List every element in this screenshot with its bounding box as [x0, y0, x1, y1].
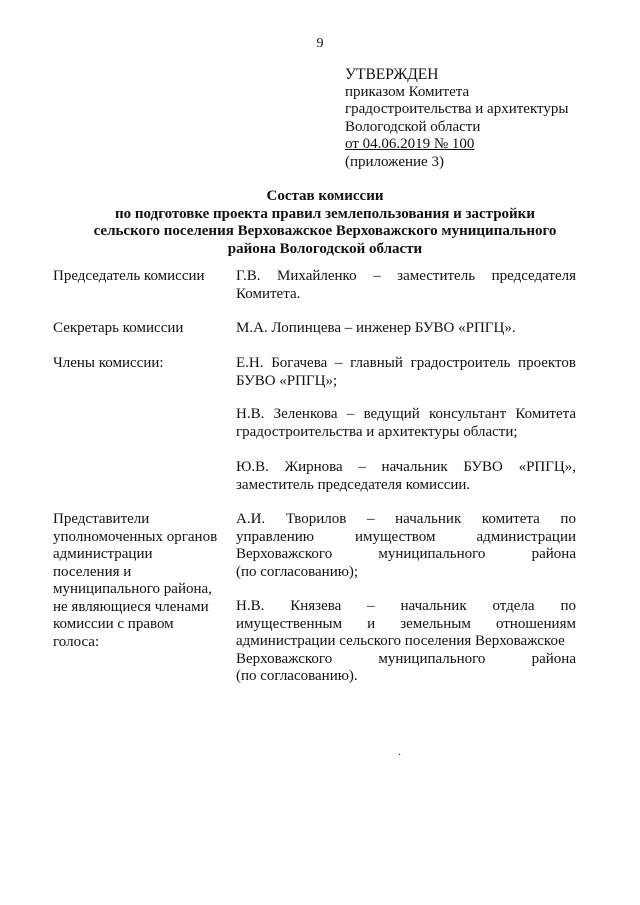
- member-line: Е.Н. Богачева – главный градостроитель проектов: [236, 355, 576, 371]
- role-representatives-line: голоса:: [53, 633, 100, 650]
- approval-appendix: (приложение 3): [345, 153, 444, 170]
- role-representatives-line: муниципального района,: [53, 581, 212, 597]
- document-heading: [60, 188, 590, 258]
- approval-order: от 04.06.2019 № 100: [345, 136, 475, 152]
- role-representatives-line: поселения и: [53, 563, 132, 580]
- member-line: А.И. Творилов – начальник комитета по: [236, 511, 576, 527]
- role-representatives-line: не являющиеся членами: [53, 598, 209, 615]
- member-line: Н.В. Князева – начальник отдела по: [236, 598, 576, 614]
- heading-line: района Вологодской области: [227, 240, 423, 257]
- member-line: градостроительства и архитектуры области;: [236, 423, 518, 440]
- member-line: Ю.В. Жирнова – начальник БУВО «РПГЦ»,: [236, 459, 576, 475]
- role-chair: Председатель комиссии: [53, 268, 205, 284]
- member-2: [236, 406, 576, 441]
- member-line: (по согласованию).: [236, 668, 358, 684]
- member-chair: [236, 268, 576, 303]
- member-line: М.А. Лопинцева – инженер БУВО «РПГЦ».: [236, 320, 516, 336]
- approval-line: приказом Комитета: [345, 83, 470, 100]
- page-number: 9: [316, 36, 324, 51]
- approval-title: УТВЕРЖДЕН: [345, 66, 439, 83]
- member-line: Н.В. Зеленкова – ведущий консультант Комитета: [236, 406, 576, 422]
- role-members: Члены комиссии:: [53, 355, 164, 371]
- role-representatives-line: Представители: [53, 511, 150, 527]
- member-line: БУВО «РПГЦ»;: [236, 372, 338, 389]
- member-line: имущественным и земельным отношениям: [236, 615, 576, 632]
- member-line: управлению имуществом администрации: [236, 528, 576, 545]
- member-3: [236, 459, 576, 494]
- representative-2: [236, 598, 576, 686]
- role-representatives-line: уполномоченных органов: [53, 528, 218, 545]
- member-1: [236, 355, 576, 390]
- member-line: Верховажского муниципального района: [236, 546, 576, 562]
- member-line: Г.В. Михайленко – заместитель председателя: [236, 268, 576, 284]
- role-representatives-line: комиссии с правом: [53, 616, 174, 632]
- heading-line: по подготовке проекта правил землепользования и застройки: [115, 205, 535, 222]
- member-line: (по согласованию);: [236, 563, 359, 580]
- role-representatives-line: администрации: [53, 546, 153, 562]
- heading-line: сельского поселения Верховажское Верховажского муниципального: [93, 223, 557, 239]
- approval-line: Вологодской области: [345, 118, 481, 135]
- member-line: администрации сельского поселения Верховажское: [236, 633, 565, 649]
- member-secretary: [236, 320, 576, 338]
- role-secretary: Секретарь комиссии: [53, 320, 184, 336]
- approval-stamp: [345, 66, 568, 171]
- heading-line: Состав комиссии: [266, 188, 384, 204]
- role-representatives: [53, 511, 217, 651]
- member-line: заместитель председателя комиссии.: [236, 476, 471, 493]
- approval-line: градостроительства и архитектуры: [345, 101, 569, 117]
- member-line: Комитета.: [236, 285, 301, 302]
- member-line: Верховажского муниципального района: [236, 650, 576, 667]
- representative-1: [236, 511, 576, 581]
- trailing-mark: .: [398, 744, 401, 758]
